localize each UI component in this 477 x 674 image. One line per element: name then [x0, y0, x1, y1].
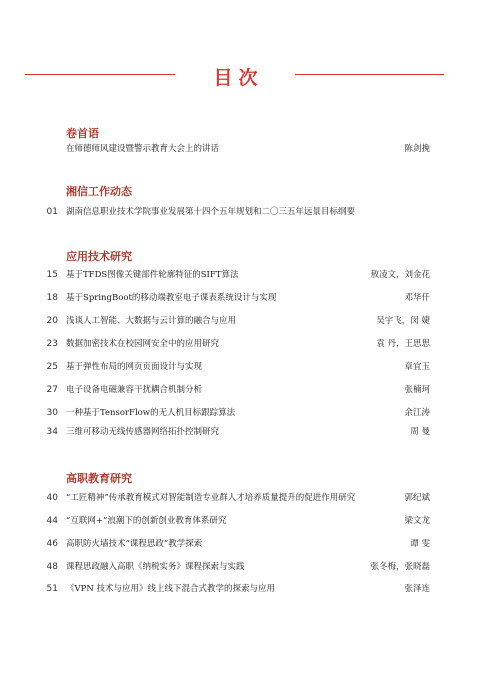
entry-author: 吴宇飞，闵 婕: [376, 316, 430, 326]
entry-author: 陈剑挽: [404, 144, 430, 154]
section-heading: 湘信工作动态: [66, 185, 132, 198]
toc-entry[interactable]: [0, 268, 477, 282]
section-heading: 高职教育研究: [66, 472, 132, 485]
entry-title: 三维可移动无线传感器网络拓扑控制研究: [66, 427, 220, 437]
toc-entry[interactable]: [0, 291, 477, 305]
entry-author: 张泽连: [404, 584, 430, 594]
toc-entry[interactable]: [0, 537, 477, 551]
title-row: [0, 63, 477, 87]
entry-title: 基于弹性布局的网页页面设计与实现: [66, 362, 203, 372]
page-title: 目次: [213, 67, 264, 89]
page-number: 51: [46, 584, 58, 594]
entry-author: 郭纪斌: [404, 493, 430, 503]
toc-entry[interactable]: [0, 360, 477, 374]
page-number: 23: [46, 339, 58, 349]
entry-title: 浅谈人工智能、大数据与云计算的融合与应用: [66, 316, 237, 326]
toc-entry[interactable]: [0, 560, 477, 574]
toc-entry[interactable]: [0, 491, 477, 505]
page-number: 44: [46, 516, 58, 526]
page-number: 25: [46, 362, 58, 372]
page-number: 40: [46, 493, 58, 503]
toc-entry[interactable]: [0, 142, 477, 156]
entry-author: 梁文龙: [404, 516, 430, 526]
entry-title: 基于SpringBoot的移动端教室电子课表系统设计与实现: [66, 293, 277, 303]
entry-author: 谭 雯: [410, 539, 430, 549]
entry-author: 袁 丹，王思思: [376, 339, 430, 349]
entry-author: 邓华仟: [404, 293, 430, 303]
entry-title: 数据加密技术在校园网安全中的应用研究: [66, 339, 220, 349]
section-heading: 应用技术研究: [66, 250, 132, 263]
entry-author: 张楠珂: [404, 385, 430, 395]
page-number: 48: [46, 562, 58, 572]
entry-author: 周 曼: [410, 427, 430, 437]
title-rule-left: [25, 74, 175, 75]
toc-entry[interactable]: [0, 205, 477, 219]
entry-title: 一种基于TensorFlow的无人机目标跟踪算法: [66, 408, 236, 418]
page-number: 20: [46, 316, 58, 326]
entry-title: 湖南信息职业技术学院事业发展第十四个五年规划和二〇三五年远景目标纲要: [66, 207, 356, 217]
toc-entry[interactable]: [0, 383, 477, 397]
entry-title: “互联网+”浪潮下的创新创业教育体系研究: [66, 516, 227, 526]
entry-title: “工匠精神”传承教育模式对智能制造专业群人才培养质量提升的促进作用研究: [66, 493, 356, 503]
toc-entry[interactable]: [0, 314, 477, 328]
toc-entry[interactable]: [0, 514, 477, 528]
entry-title: 高职防火墙技术“课程思政”教学探索: [66, 539, 203, 549]
entry-title: 在师德师风建设暨警示教育大会上的讲话: [66, 144, 220, 154]
section-heading: 卷首语: [66, 127, 99, 140]
entry-title: 基于TFDS图像关键部件轮廓特征的SIFT算法: [66, 270, 239, 280]
entry-title: 电子设备电磁兼容干扰耦合机制分析: [66, 385, 203, 395]
page-number: 01: [46, 207, 58, 217]
page-number: 46: [46, 539, 58, 549]
entry-author: 余江涛: [404, 408, 430, 418]
page-number: 34: [46, 427, 58, 437]
entry-title: 《VPN 技术与应用》线上线下混合式教学的探索与应用: [66, 584, 275, 594]
page-number: 15: [46, 270, 58, 280]
title-rule-right: [295, 74, 444, 75]
toc-entry[interactable]: [0, 425, 477, 439]
page-number: 18: [46, 293, 58, 303]
entry-author: 章宜玉: [404, 362, 430, 372]
page-number: 30: [46, 408, 58, 418]
page-number: 27: [46, 385, 58, 395]
toc-entry[interactable]: [0, 406, 477, 420]
entry-author: 张冬梅，张晓磊: [370, 562, 430, 572]
entry-author: 敖凌文，刘金花: [370, 270, 430, 280]
toc-entry[interactable]: [0, 582, 477, 596]
toc-entry[interactable]: [0, 337, 477, 351]
entry-title: 课程思政融入高职《纳税实务》课程探索与实践: [66, 562, 245, 572]
